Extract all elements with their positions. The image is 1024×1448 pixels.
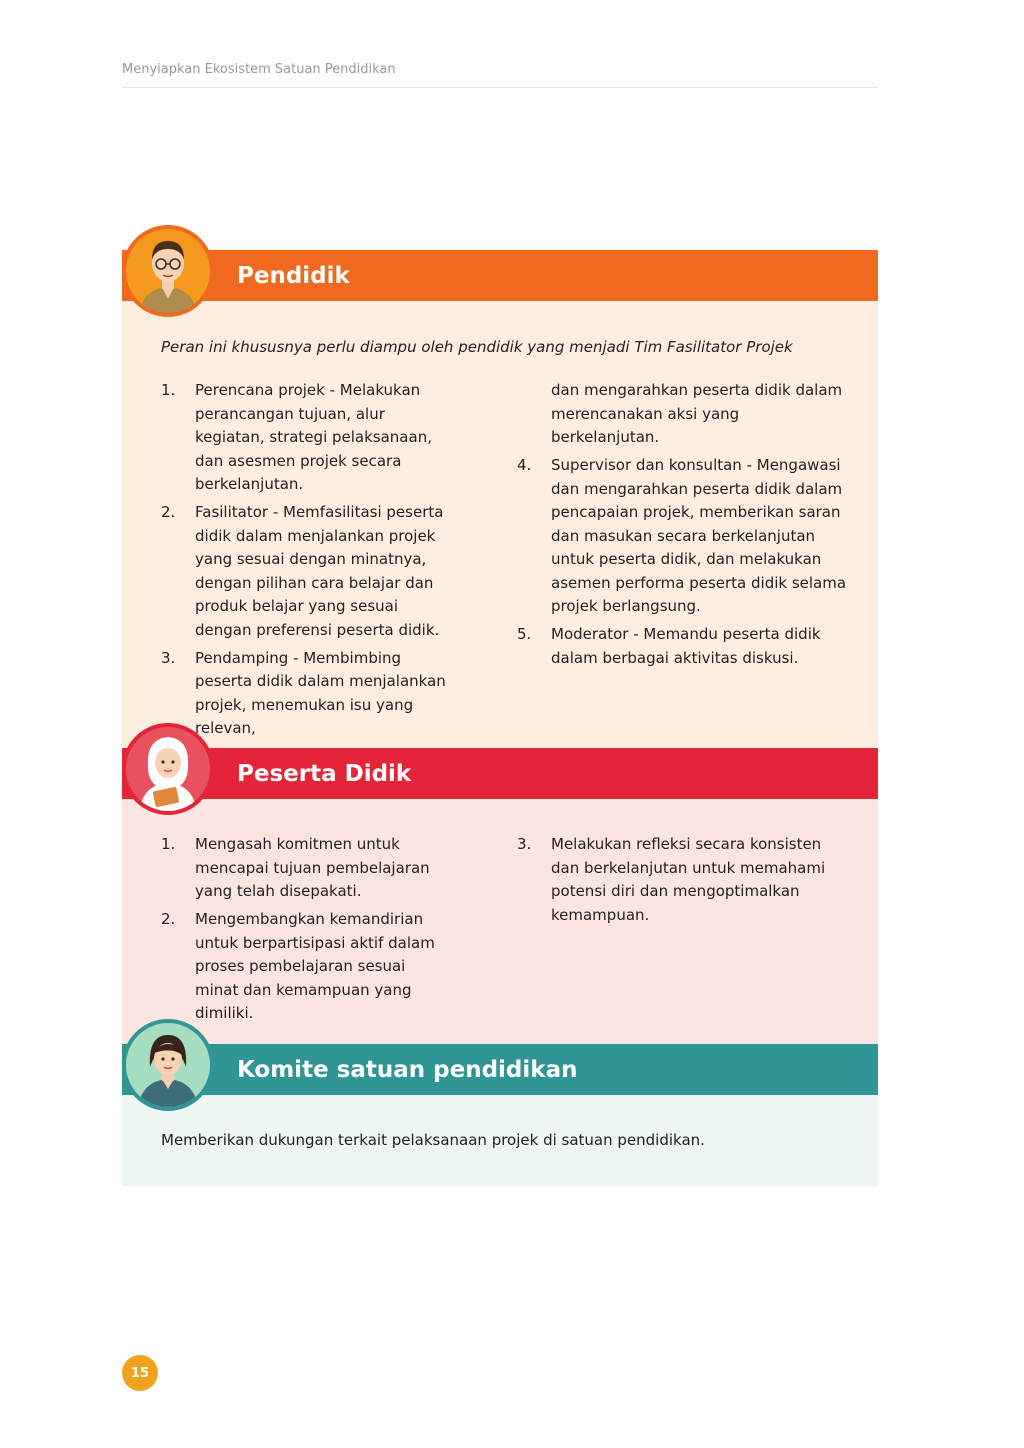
running-header: Menyiapkan Ekosistem Satuan Pendidikan (122, 62, 396, 77)
list-item (517, 454, 847, 619)
section-peserta-didik (122, 748, 878, 1044)
header-divider (122, 87, 878, 88)
item-number: 4. (517, 456, 532, 474)
section-pendidik (122, 250, 878, 748)
list-item (517, 623, 847, 670)
komite-text: Memberikan dukungan terkait pelaksanaan projek di satuan pendidikan. (161, 1131, 705, 1149)
item-text: dan mengarahkan peserta didik dalam merencanakan aksi yang berkelanjutan. (551, 381, 843, 446)
item-text: Melakukan refleksi secara konsisten dan berkelanjutan untuk memahami potensi diri dan mengoptimalkan kemampuan. (551, 835, 826, 924)
committee-avatar-icon (122, 1019, 214, 1111)
item-number: 3. (517, 835, 532, 853)
item-number: 3. (161, 648, 176, 667)
item-text: Pendamping - Membimbing peserta didik dalam menjalankan projek, menemukan isu yang relevan, (195, 648, 446, 737)
pendidik-intro: Peran ini khususnya perlu diampu oleh pendidik yang menjadi Tim Fasilitator Projek (161, 338, 793, 356)
list-item (161, 501, 451, 642)
list-item (161, 647, 451, 741)
list-item (161, 379, 451, 497)
item-number: 1. (161, 381, 176, 399)
section-komite (122, 1044, 878, 1186)
page-number-badge: 15 (122, 1355, 158, 1391)
list-item (517, 833, 847, 927)
komite-header-bar (122, 1044, 878, 1095)
section-title: Pendidik (237, 262, 350, 289)
pendidik-header-bar (122, 250, 878, 301)
list-item (161, 908, 451, 1026)
peserta-col-left (161, 833, 451, 1030)
peserta-header-bar (122, 748, 878, 799)
item-text: Perencana projek - Melakukan perancangan tujuan, alur kegiatan, strategi pelaksanaan, dan asesmen projek secara berkelanjutan. (195, 381, 432, 493)
item-number: 5. (517, 625, 532, 643)
student-avatar-icon (122, 723, 214, 815)
item-text: Supervisor dan konsultan - Mengawasi dan mengarahkan peserta didik dalam pencapaian projek, memberikan saran dan masukan secara berkelanjutan untuk peserta didik, dan melakukan asemen performa peserta didik selama projek berlangsung. (551, 456, 847, 615)
peserta-col-right (517, 833, 847, 932)
item-number: 1. (161, 835, 176, 853)
item-text: Moderator - Memandu peserta didik dalam berbagai aktivitas diskusi. (551, 625, 821, 667)
list-item-continued (517, 379, 847, 450)
section-title: Peserta Didik (237, 760, 412, 787)
pendidik-col-right (517, 379, 847, 675)
item-number: 2. (161, 910, 176, 928)
item-number: 2. (161, 503, 176, 521)
item-text: Mengembangkan kemandirian untuk berpartisipasi aktif dalam proses pembelajaran sesuai minat dan kemampuan yang dimiliki. (195, 910, 435, 1022)
teacher-avatar-icon (122, 225, 214, 317)
item-text: Fasilitator - Memfasilitasi peserta didik dalam menjalankan projek yang sesuai dengan minatnya, dengan pilihan cara belajar dan produk belajar yang sesuai dengan preferensi peserta didik. (195, 503, 444, 639)
list-item (161, 833, 451, 904)
item-text: Mengasah komitmen untuk mencapai tujuan pembelajaran yang telah disepakati. (195, 835, 430, 900)
pendidik-col-left (161, 379, 451, 745)
section-title: Komite satuan pendidikan (237, 1056, 578, 1083)
